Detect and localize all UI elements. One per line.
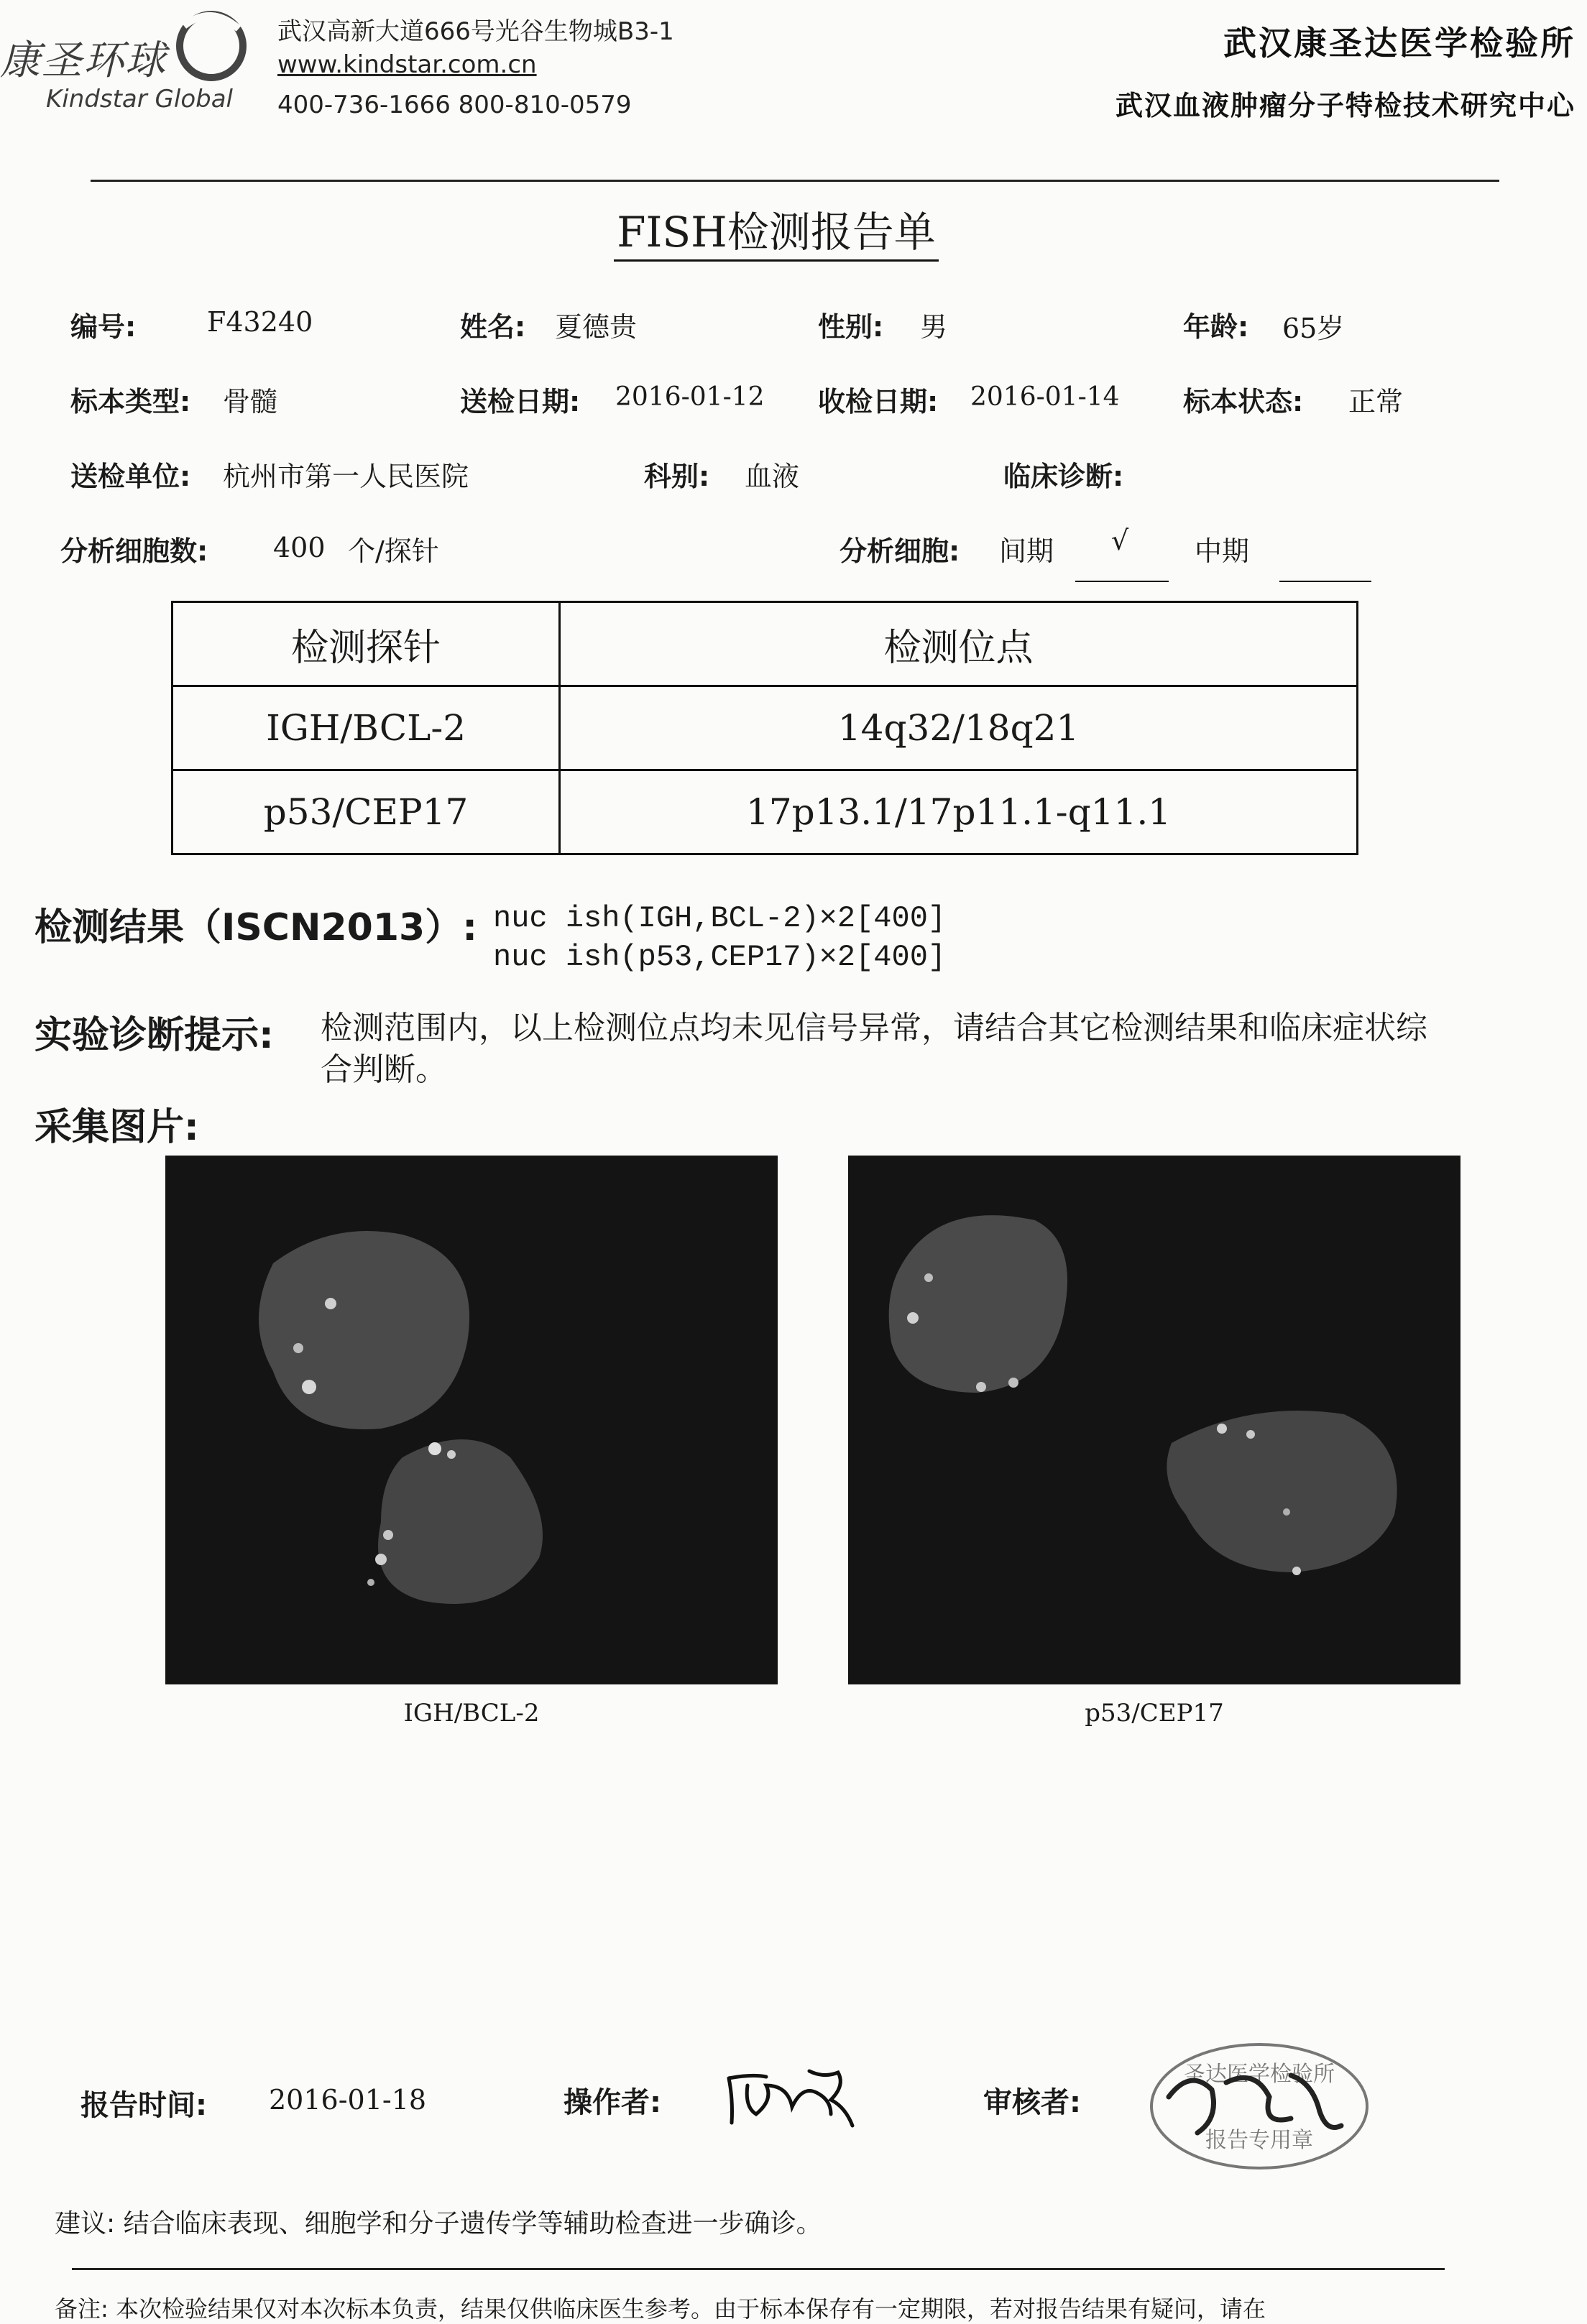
age-label: 年龄: [1183, 311, 1249, 343]
header-phones: 400-736-1666 800-810-0579 [277, 91, 632, 119]
org-subtitle: 武汉血液肿瘤分子特检技术研究中心 [1115, 89, 1576, 121]
sex-label: 性别: [818, 311, 884, 343]
kindstar-logo-icon [170, 4, 249, 83]
svg-text:圣达医学检验所: 圣达医学检验所 [1184, 2062, 1335, 2087]
image-caption-1: IGH/BCL-2 [403, 1699, 540, 1728]
fish-cells-image [848, 1156, 1460, 1684]
table-row [172, 686, 1358, 770]
dept-label: 科别: [644, 461, 710, 492]
table-header-cell: 检测探针 [172, 602, 560, 686]
probe-cell: p53/CEP17 [172, 770, 560, 854]
diagnosis-label: 临床诊断: [1003, 461, 1124, 492]
sample-type-label: 标本类型: [70, 386, 191, 418]
diagnosis-hint-label: 实验诊断提示: [34, 1014, 274, 1057]
age-value: 65岁 [1282, 313, 1345, 344]
logo-chinese: 康圣环球 [0, 37, 167, 84]
name-value: 夏德贵 [555, 311, 638, 343]
interphase-blank [1075, 581, 1169, 582]
operator-label: 操作者: [564, 2086, 661, 2119]
stamp-icon [1147, 2039, 1371, 2173]
header-website-link[interactable]: www.kindstar.com.cn [277, 50, 537, 79]
svg-text:报告专用章: 报告专用章 [1205, 2128, 1313, 2153]
result-label: 检测结果（ISCN2013）: [34, 906, 478, 949]
cells-count-unit: 个/探针 [348, 535, 439, 567]
logo-english: Kindstar Global [46, 85, 233, 114]
interphase-label: 间期 [999, 535, 1054, 567]
result-line-2: nuc ish(p53,CEP17)×2[400] [493, 940, 947, 974]
id-label: 编号: [70, 311, 137, 343]
reviewer-stamp [1147, 2039, 1371, 2173]
fish-cells-image [165, 1156, 778, 1684]
operator-signature-icon [723, 2057, 867, 2136]
diagnosis-hint-line-2: 合判断。 [321, 1051, 447, 1088]
sex-value: 男 [920, 311, 948, 343]
locus-cell: 17p13.1/17p11.1-q11.1 [560, 770, 1358, 854]
dept-value: 血液 [745, 461, 800, 492]
table-row [172, 770, 1358, 854]
cells-count-value: 400 [273, 532, 326, 563]
unit-value: 杭州市第一人民医院 [223, 461, 469, 492]
report-title: FISH检测报告单 [0, 198, 1552, 259]
id-value: F43240 [207, 306, 313, 338]
images-label: 采集图片: [34, 1106, 199, 1149]
result-line-1: nuc ish(IGH,BCL-2)×2[400] [493, 901, 947, 936]
metaphase-label: 中期 [1195, 535, 1250, 567]
sample-type-value: 骨髓 [223, 386, 278, 418]
metaphase-blank [1279, 581, 1371, 582]
fish-image-p53-cep17 [848, 1156, 1460, 1684]
diagnosis-hint-line-1: 检测范围内，以上检测位点均未见信号异常，请结合其它检测结果和临床症状综 [321, 1010, 1427, 1046]
cells-count-label: 分析细胞数: [60, 535, 208, 567]
send-date-value: 2016-01-12 [615, 382, 765, 412]
probe-table [171, 601, 1358, 855]
header-divider [91, 180, 1499, 182]
footer-divider [72, 2268, 1445, 2270]
header-address: 武汉高新大道666号光谷生物城B3-1 [277, 17, 674, 46]
cell-phase-label: 分析细胞: [840, 535, 960, 567]
send-date-label: 送检日期: [460, 386, 581, 418]
recv-date-value: 2016-01-14 [970, 382, 1120, 412]
sample-status-label: 标本状态: [1183, 386, 1304, 418]
sample-status-value: 正常 [1348, 386, 1404, 418]
table-header-cell: 检测位点 [560, 602, 1358, 686]
fish-image-igh-bcl2 [165, 1156, 778, 1684]
recv-date-label: 收检日期: [818, 386, 939, 418]
probe-cell: IGH/BCL-2 [172, 686, 560, 770]
report-time-value: 2016-01-18 [269, 2084, 427, 2116]
footer-note: 备注: 本次检验结果仅对本次标本负责，结果仅供临床医生参考。由于标本保存有一定期限，若对报告结果有疑问，请在 [55, 2295, 1266, 2323]
report-time-label: 报告时间: [80, 2089, 207, 2122]
image-caption-2: p53/CEP17 [1085, 1699, 1224, 1728]
suggestion-text: 建议: 结合临床表现、细胞学和分子遗传学等辅助检查进一步确诊。 [55, 2209, 822, 2238]
org-title: 武汉康圣达医学检验所 [1223, 24, 1576, 63]
table-header-row [172, 602, 1358, 686]
locus-cell: 14q32/18q21 [560, 686, 1358, 770]
name-label: 姓名: [460, 311, 526, 343]
reviewer-label: 审核者: [983, 2086, 1081, 2119]
interphase-checkmark: √ [1111, 525, 1129, 556]
unit-label: 送检单位: [70, 461, 191, 492]
